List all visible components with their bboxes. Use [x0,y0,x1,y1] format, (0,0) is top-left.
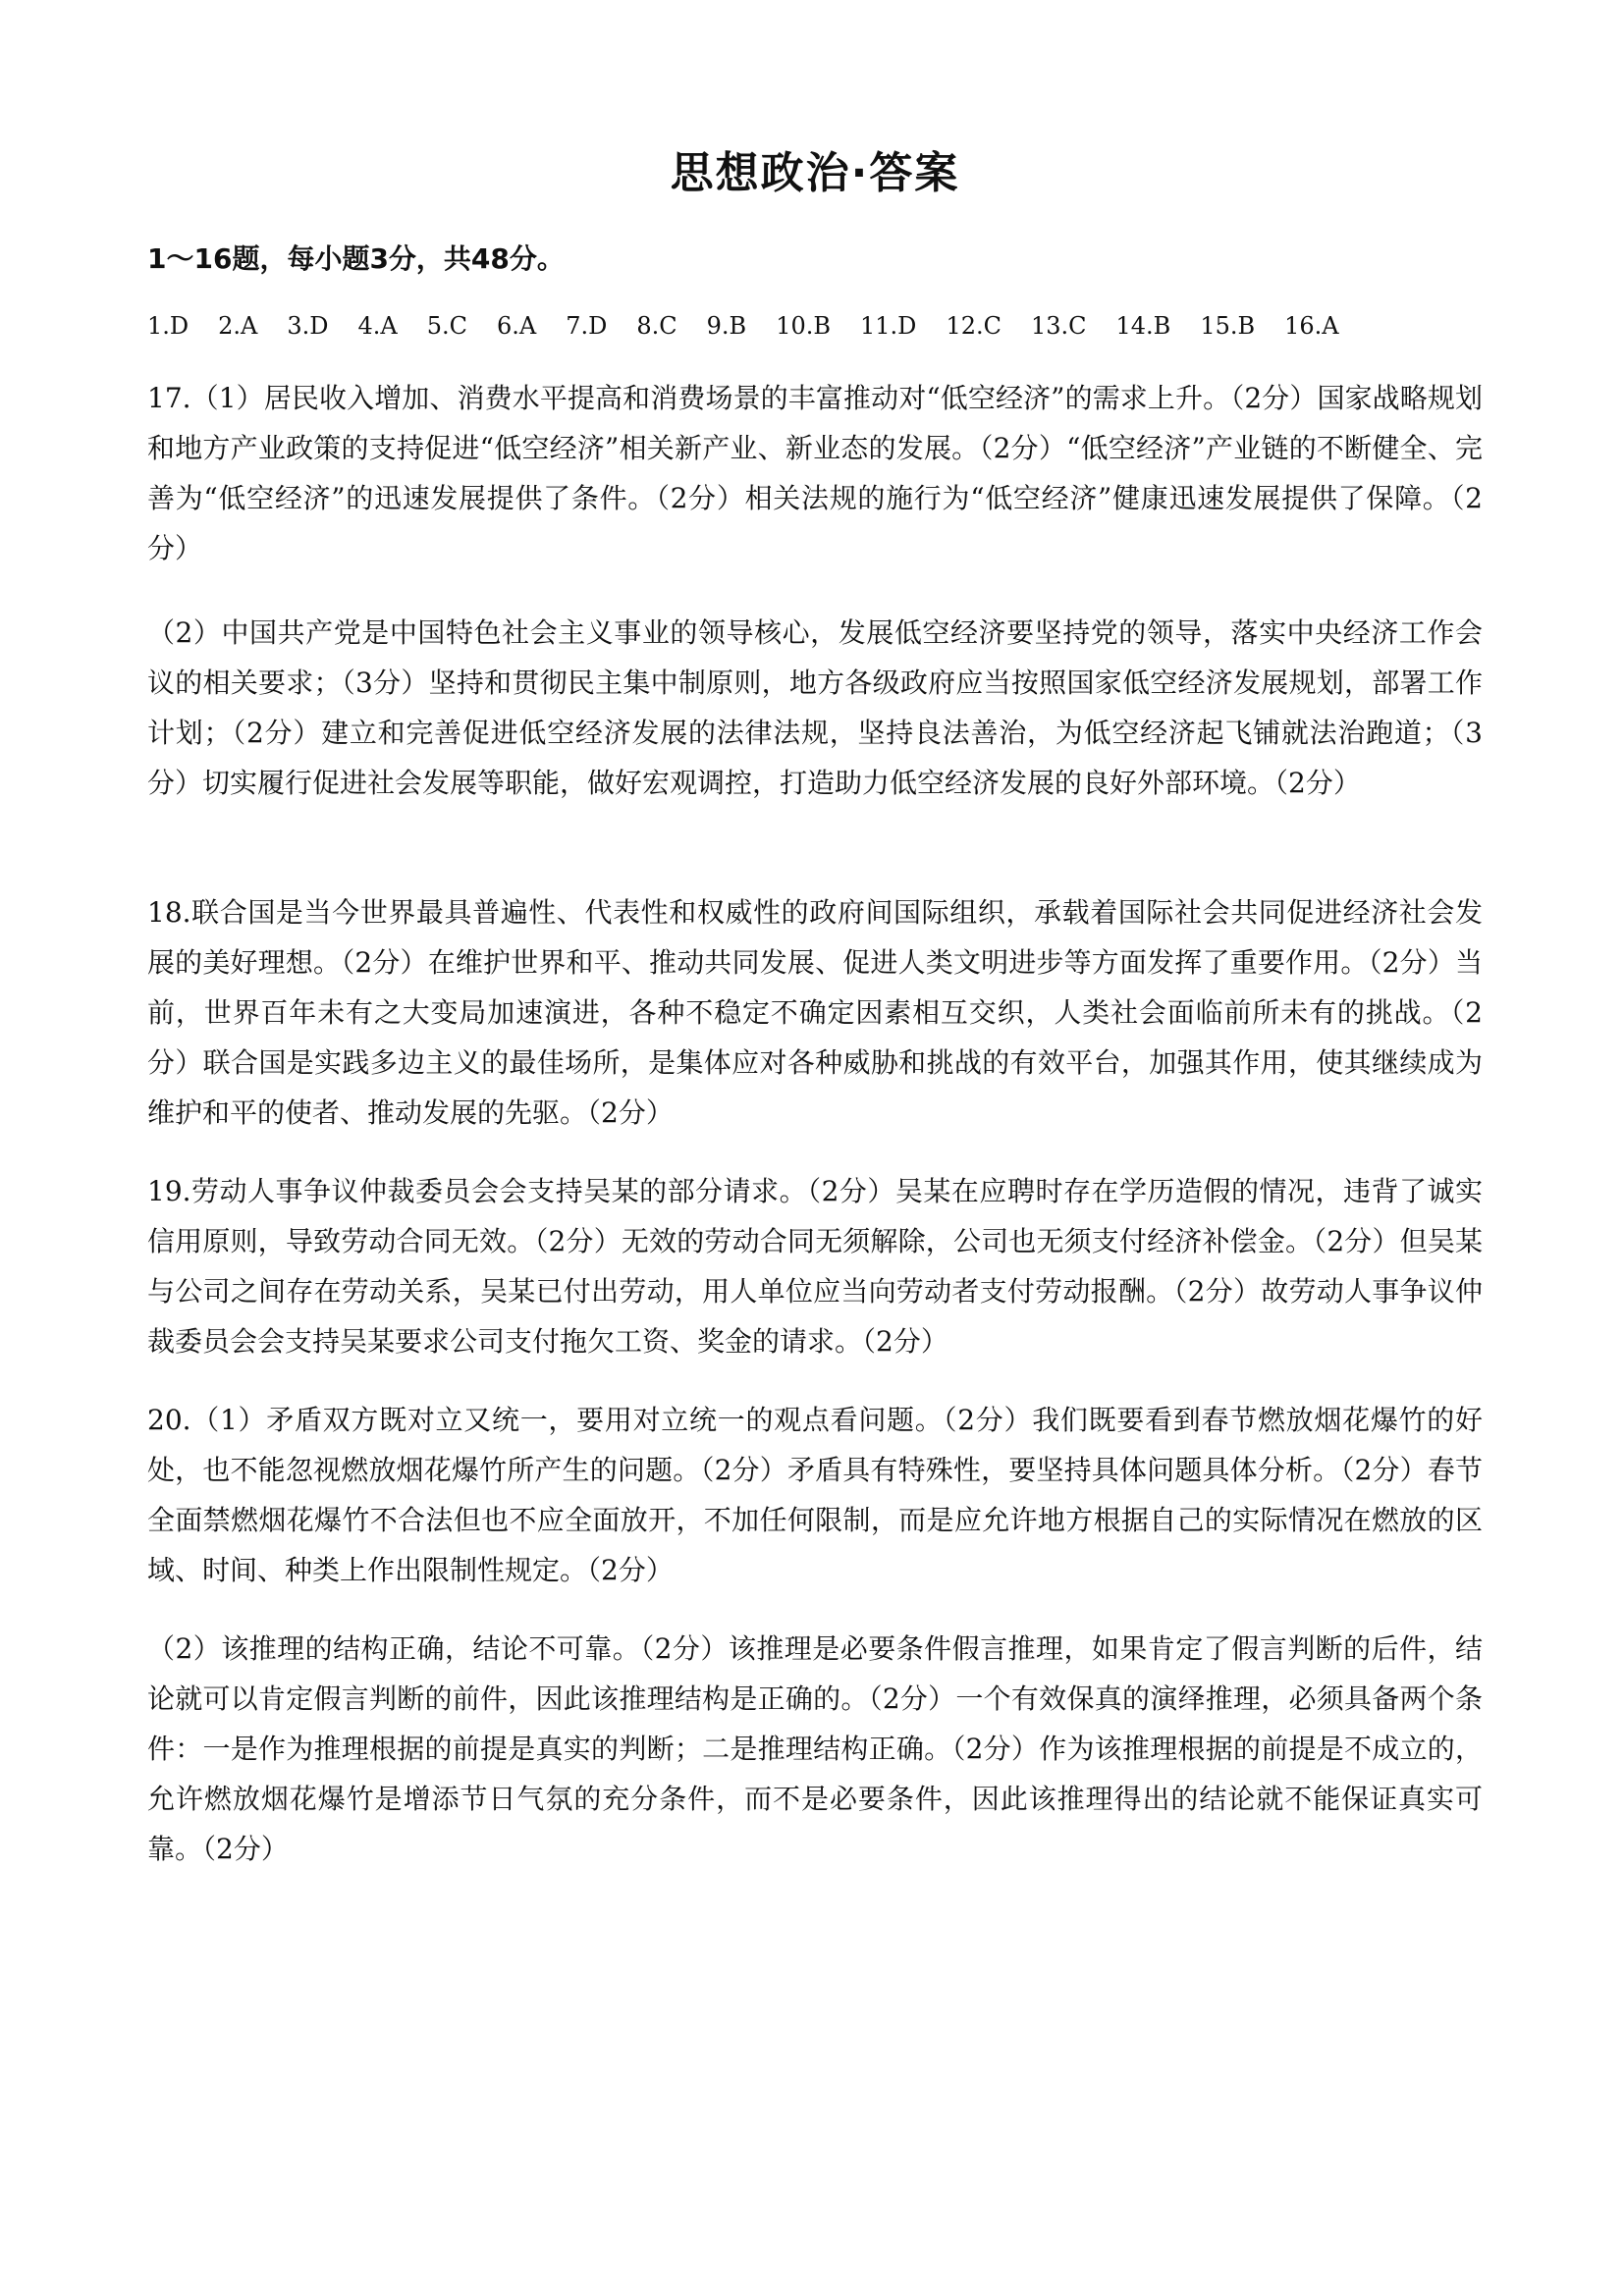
mc-answer: 8.C [636,312,677,340]
mc-section-heading: 1～16题，每小题3分，共48分。 [147,242,565,275]
mc-answer: 5.C [426,312,468,340]
answer-18: 18.联合国是当今世界最具普遍性、代表性和权威性的政府间国际组织，承载着国际社会共同促进经济社会发展的美好理想。（2分）在维护世界和平、推动共同发展、促进人类文明进步等方面发挥了重要作用。（2分）当前，世界百年未有之大变局加速演进，各种不稳定不确定因素相互交织，人类社会面临前所未有的挑战。（2分）联合国是实践多边主义的最佳场所，是集体应对各种威胁和挑战的有效平台，加强其作用，使其继续成为维护和平的使者、推动发展的先驱。（2分） [147,896,1483,1129]
mc-answer: 11.D [860,312,917,340]
answer-17-part-1: 17.（1）居民收入增加、消费水平提高和消费场景的丰富推动对“低空经济”的需求上升。（2分）国家战略规划和地方产业政策的支持促进“低空经济”相关新产业、新业态的发展。（2分）“低空经济”产业链的不断健全、完善为“低空经济”的迅速发展提供了条件。（2分）相关法规的施行为“低空经济”健康迅速发展提供了保障。（2分） [147,382,1483,564]
mc-answer: 16.A [1284,312,1339,340]
answer-17-part-2: （2）中国共产党是中国特色社会主义事业的领导核心，发展低空经济要坚持党的领导，落实中央经济工作会议的相关要求；（3分）坚持和贯彻民主集中制原则，地方各级政府应当按照国家低空经济发展规划，部署工作计划；（2分）建立和完善促进低空经济发展的法律法规，坚持良法善治，为低空经济起飞铺就法治跑道；（3分）切实履行促进社会发展等职能，做好宏观调控，打造助力低空经济发展的良好外部环境。（2分） [147,616,1483,799]
answer-20-part-2: （2）该推理的结构正确，结论不可靠。（2分）该推理是必要条件假言推理，如果肯定了假言判断的后件，结论就可以肯定假言判断的前件，因此该推理结构是正确的。（2分）一个有效保真的演绎推理，必须具备两个条件：一是作为推理根据的前提是真实的判断；二是推理结构正确。（2分）作为该推理根据的前提是不成立的，允许燃放烟花爆竹是增添节日气氛的充分条件，而不是必要条件，因此该推理得出的结论就不能保证真实可靠。（2分） [147,1632,1483,1865]
mc-answer: 2.A [218,312,258,340]
mc-answer: 6.A [497,312,537,340]
mc-answer: 12.C [946,312,1001,340]
answer-20-part-1: 20.（1）矛盾双方既对立又统一，要用对立统一的观点看问题。（2分）我们既要看到春节燃放烟花爆竹的好处，也不能忽视燃放烟花爆竹所产生的问题。（2分）矛盾具有特殊性，要坚持具体问题具体分析。（2分）春节全面禁燃烟花爆竹不合法但也不应全面放开，不加任何限制，而是应允许地方根据自己的实际情况在燃放的区域、时间、种类上作出限制性规定。（2分） [147,1404,1483,1586]
mc-answer: 1.D [147,312,189,340]
mc-answer: 13.C [1030,312,1087,340]
answer-19: 19.劳动人事争议仲裁委员会会支持吴某的部分请求。（2分）吴某在应聘时存在学历造假的情况，违背了诚实信用原则，导致劳动合同无效。（2分）无效的劳动合同无须解除，公司也无须支付经济补偿金。（2分）但吴某与公司之间存在劳动关系，吴某已付出劳动，用人单位应当向劳动者支付劳动报酬。（2分）故劳动人事争议仲裁委员会会支持吴某要求公司支付拖欠工资、奖金的请求。（2分） [147,1175,1483,1358]
mc-answer-row [147,312,1483,340]
mc-answer: 4.A [357,312,398,340]
mc-answer: 14.B [1115,312,1171,340]
page-title: 思想政治·答案 [670,148,960,198]
mc-answer: 9.B [706,312,747,340]
document-page [147,0,1483,2296]
mc-answer: 10.B [776,312,832,340]
mc-answer: 7.D [566,312,608,340]
mc-answer: 3.D [287,312,329,340]
mc-answer: 15.B [1200,312,1256,340]
